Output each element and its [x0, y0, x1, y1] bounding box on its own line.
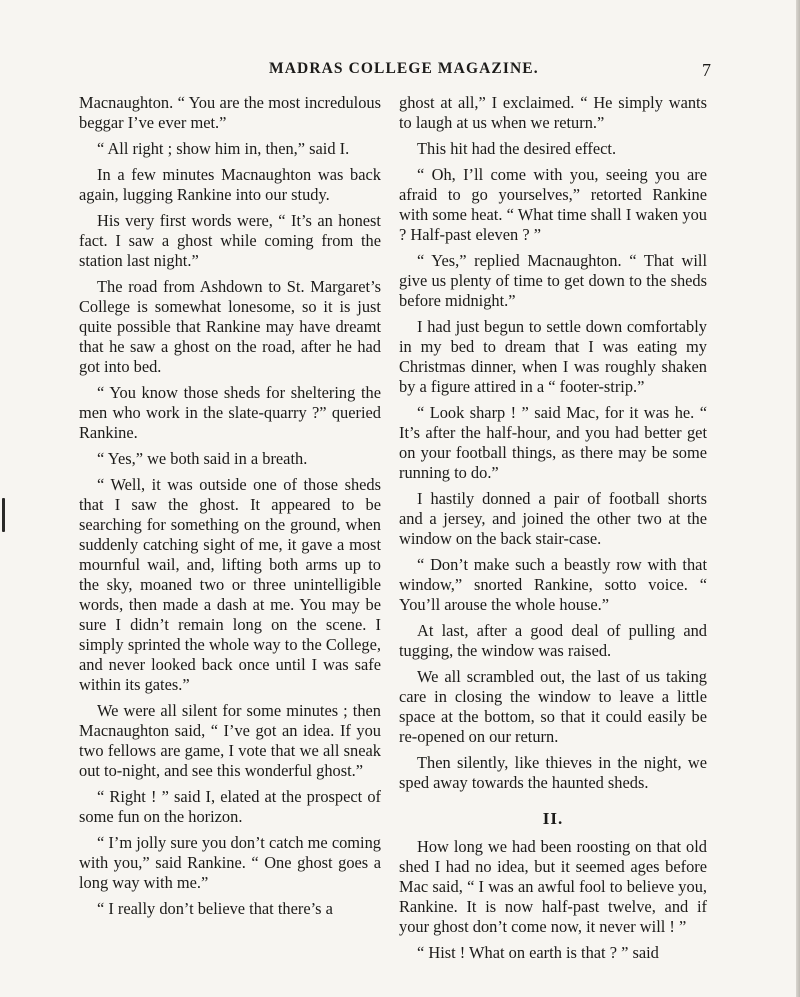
page-edge	[796, 0, 800, 997]
left-column	[79, 93, 381, 925]
paragraph: “ Right ! ” said I, elated at the prospect of some fun on the horizon.	[79, 787, 381, 826]
paragraph: “ Hist ! What on earth is that ? ” said	[417, 943, 659, 962]
paragraph: At last, after a good deal of pulling and tugging, the window was raised.	[399, 621, 707, 660]
paragraph: His very first words were, “ It’s an honest fact. I saw a ghost while coming from the station last night.”	[79, 211, 381, 270]
paragraph: “ Yes,” replied Macnaughton. “ That will give us plenty of time to get down to the sheds before midnight.”	[399, 251, 707, 310]
right-column	[399, 93, 707, 969]
paragraph: “ Yes,” we both said in a breath.	[97, 449, 308, 468]
section-heading: II.	[542, 809, 564, 828]
paragraph: We were all silent for some minutes ; then Macnaughton said, “ I’ve got an idea. If you two fellows are game, I vote that we all sneak out to-night, and see this wonderful ghost.”	[79, 701, 381, 780]
page-number: 7	[702, 60, 711, 80]
paragraph: “ Look sharp ! ” said Mac, for it was he. “ It’s after the half-hour, and you had better get on your football things, as there may be some running to do.”	[399, 403, 707, 482]
paragraph: “ All right ; show him in, then,” said I.	[97, 139, 350, 158]
right-column-part-one	[399, 93, 707, 793]
paragraph: I had just begun to settle down comfortably in my bed to dream that I was eating my Christmas dinner, when I was roughly shaken by a figure attired in a “ footer-strip.”	[399, 317, 707, 396]
paragraph: “ Well, it was outside one of those sheds that I saw the ghost. It appeared to be searching for something on the ground, when suddenly catching sight of me, it gave a most mournful wail, and, lifting both arms up to the sky, moaned two or three unintelligible words, then made a dash at me. You may be sure I didn’t remain long on the scene. I simply sprinted the whole way to the College, and never looked back once until I was safe within its gates.”	[79, 475, 381, 694]
paragraph: In a few minutes Macnaughton was back again, lugging Rankine into our study.	[79, 165, 381, 204]
paragraph: “ Oh, I’ll come with you, seeing you are afraid to go yourselves,” retorted Rankine with some heat. “ What time shall I waken you ? Half-past eleven ? ”	[399, 165, 707, 244]
paragraph: “ I really don’t believe that there’s a	[97, 899, 333, 918]
paragraph: This hit had the desired effect.	[417, 139, 617, 158]
paragraph: Macnaughton. “ You are the most incredulous beggar I’ve ever met.”	[79, 93, 381, 132]
running-head: MADRAS COLLEGE MAGAZINE.	[269, 60, 539, 77]
paragraph: “ You know those sheds for sheltering the men who work in the slate-quarry ?” queried Rankine.	[79, 383, 381, 442]
paragraph: “ I’m jolly sure you don’t catch me coming with you,” said Rankine. “ One ghost goes a long way with me.”	[79, 833, 381, 892]
paragraph: Then silently, like thieves in the night, we sped away towards the haunted sheds.	[399, 753, 707, 792]
paragraph: How long we had been roosting on that old shed I had no idea, but it seemed ages before Mac said, “ I was an awful fool to believe you, Rankine. It is now half-past twelve, and if your ghost don’t come now, it never will ! ”	[399, 837, 707, 936]
paragraph: We all scrambled out, the last of us taking care in closing the window to leave a little space at the bottom, so that it could easily be re-opened on our return.	[399, 667, 707, 746]
paragraph: ghost at all,” I exclaimed. “ He simply wants to laugh at us when we return.”	[399, 93, 707, 132]
right-column-part-two	[399, 837, 707, 963]
paragraph: The road from Ashdown to St. Margaret’s College is somewhat lonesome, so it is just quite possible that Rankine may have dreamt that he saw a ghost on the road, after he had got into bed.	[79, 277, 381, 376]
paragraph: “ Don’t make such a beastly row with that window,” snorted Rankine, sotto voice. “ You’ll arouse the whole house.”	[399, 555, 707, 614]
paragraph: I hastily donned a pair of football shorts and a jersey, and joined the other two at the window on the back stair-case.	[399, 489, 707, 548]
margin-mark	[2, 498, 5, 532]
